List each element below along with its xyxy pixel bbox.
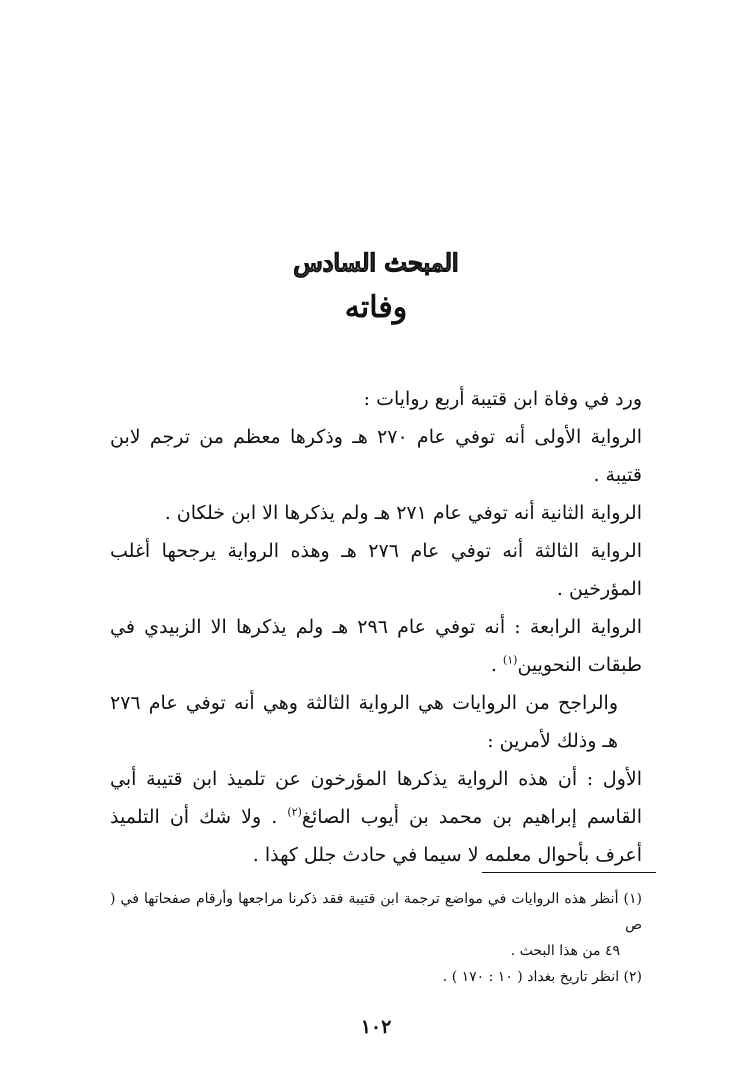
- page-number: ١٠٢: [360, 1016, 392, 1038]
- paragraph-reason-text: الأول : أن هذه الرواية يذكرها المؤرخون عن تلميذ ابن قتيبة أبي القاسم إبراهيم بن محمد بن أيوب الصائغ: [110, 768, 642, 828]
- paragraph-preferred: والراجح من الروايات هي الرواية الثالثة وهي أنه توفي عام ٢٧٦ هـ وذلك لأمرين :: [110, 692, 618, 752]
- footnote-ref-1[interactable]: (١): [502, 653, 518, 667]
- intro-paragraph: ورد في وفاة ابن قتيبة أربع روايات :: [363, 388, 642, 410]
- footnote-ref-2[interactable]: (٢): [287, 805, 302, 819]
- paragraph-first-reason: [110, 760, 642, 874]
- paragraph-first-narration: الرواية الأولى أنه توفي عام ٢٧٠ هـ وذكرها معظم من ترجم لابن قتيبة .: [110, 426, 642, 486]
- footnotes: [110, 886, 642, 990]
- chapter-title: وفاته: [344, 290, 408, 325]
- paragraph-fourth-end: .: [490, 654, 503, 676]
- paragraph-third-narration: الرواية الثالثة أنه توفي عام ٢٧٦ هـ وهذه الرواية يرجحها أغلب المؤرخين .: [110, 540, 642, 600]
- footnote-separator: [482, 872, 656, 873]
- footnote-1: (١) أنظر هذه الروايات في مواضع ترجمة ابن قتيبة فقد ذكرنا مراجعها وأرقام صفحاتها في ( ص: [110, 891, 642, 933]
- section-label: المبحث السادس: [293, 248, 459, 277]
- paragraph-fourth-text: الرواية الرابعة : أنه توفي عام ٢٩٦ هـ ولم يذكرها الا الزبيدي في طبقات النحويين: [110, 616, 642, 676]
- body-text: [110, 380, 642, 874]
- paragraph-reason-end: . ولا شك أن التلميذ أعرف بأحوال معلمه لا سيما في حادث جلل كهذا .: [110, 806, 642, 866]
- paragraph-second-narration: الرواية الثانية أنه توفي عام ٢٧١ هـ ولم يذكرها الا ابن خلكان .: [164, 502, 642, 524]
- footnote-2: (٢) انظر تاريخ بغداد ( ١٠ : ١٧٠ ) .: [442, 969, 642, 985]
- footnote-1-continuation: ٤٩ من هذا البحث .: [510, 943, 620, 959]
- paragraph-fourth-narration: [110, 608, 642, 684]
